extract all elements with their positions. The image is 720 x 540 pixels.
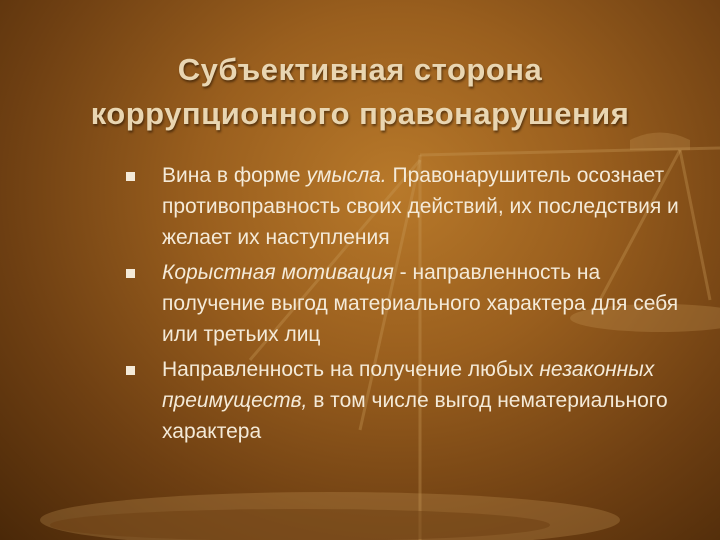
bullet-text-italic: Корыстная мотивация [162,261,394,284]
bullet-text-italic: умысла. [306,164,387,187]
slide-title [0,48,720,136]
bullet-text-after: в том числе выгод нематериального характера [162,389,668,443]
bullet-text-italic: незаконных преимуществ, [162,358,655,412]
bullet-list [116,160,696,451]
title-line-1: Субъективная сторона [177,52,543,87]
bullet-item [116,354,696,447]
bullet-item [116,257,696,350]
square-bullet-icon [126,269,135,278]
bullet-text-after: Правонарушитель осознает противоправность своих действий, их последствия и желает их наступления [162,164,679,249]
bullet-text-after: - направленность на получение выгод материального характера для себя или третьих лиц [162,261,679,346]
square-bullet-icon [126,366,135,375]
bullet-text [162,160,696,253]
bullet-text-before: Вина в форме [162,164,307,187]
title-line-2: коррупционного правонарушения [90,96,630,131]
square-bullet-icon [126,172,135,181]
bullet-text [162,257,696,350]
bullet-text-before: Направленность на получение любых [162,358,540,381]
bullet-text [162,354,696,447]
bullet-item [116,160,696,253]
